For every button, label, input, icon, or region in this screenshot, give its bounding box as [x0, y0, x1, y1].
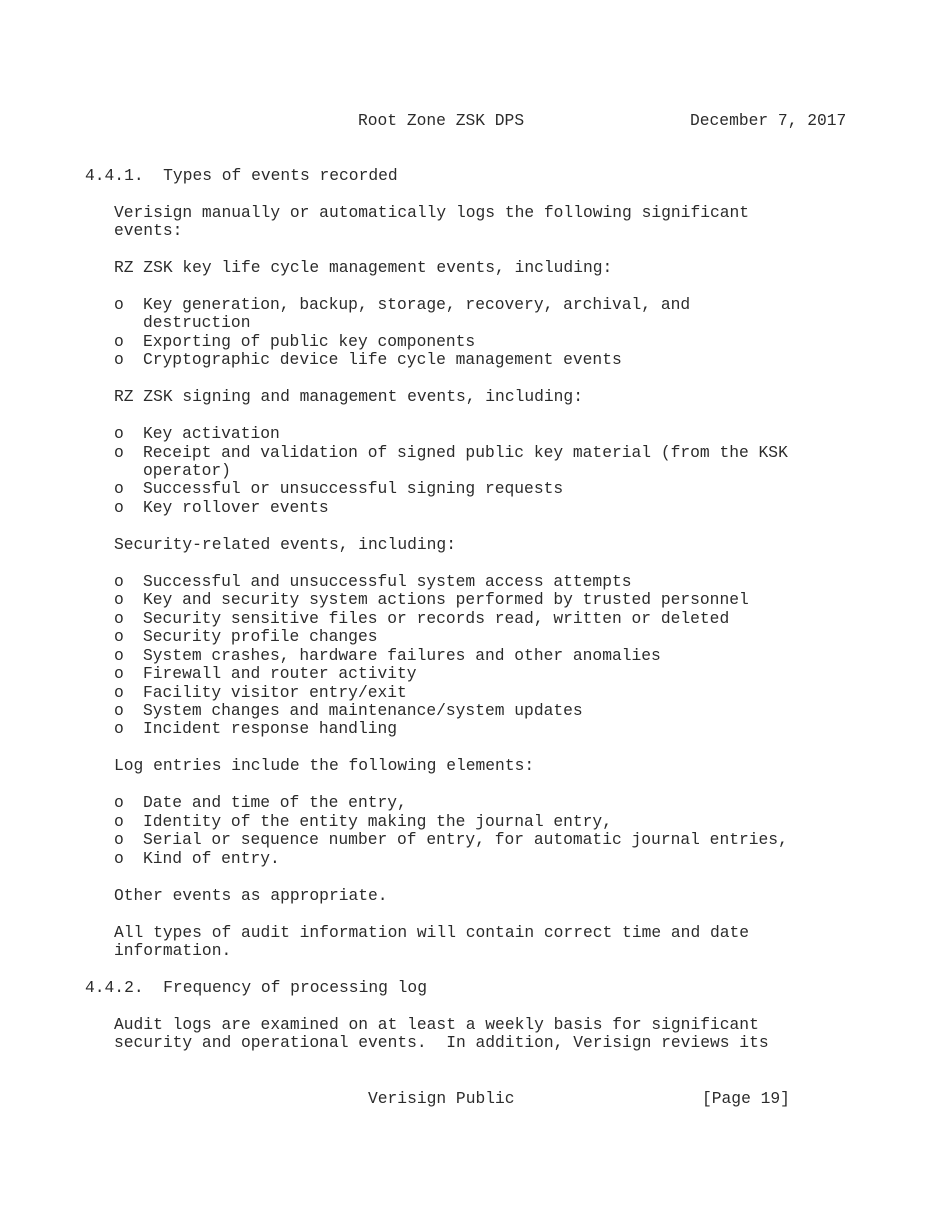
- bullet-marker: o: [114, 572, 124, 591]
- list-item: Serial or sequence number of entry, for automatic journal entries,: [143, 830, 788, 849]
- bullet-marker: o: [114, 590, 124, 609]
- bullet-marker: o: [114, 627, 124, 646]
- bullet-marker: o: [114, 479, 124, 498]
- header-title: Root Zone ZSK DPS: [358, 111, 525, 130]
- bullet-marker: o: [114, 683, 124, 702]
- para-line-1: Audit logs are examined on at least a weekly basis for significant: [114, 1015, 759, 1034]
- bullet-marker: o: [114, 812, 124, 831]
- group3-title: Security-related events, including:: [114, 535, 456, 554]
- list-item: Security profile changes: [143, 627, 378, 646]
- list-item: System changes and maintenance/system updates: [143, 701, 583, 720]
- bullet-marker: o: [114, 498, 124, 517]
- intro-line-2: events:: [114, 221, 183, 240]
- bullet-marker: o: [114, 424, 124, 443]
- list-item: Incident response handling: [143, 719, 398, 738]
- list-item: Date and time of the entry,: [143, 793, 407, 812]
- list-item: Receipt and validation of signed public key material (from the KSK: [143, 443, 788, 462]
- bullet-marker: o: [114, 849, 124, 868]
- list-item: Firewall and router activity: [143, 664, 417, 683]
- list-item: Identity of the entity making the journal entry,: [143, 812, 612, 831]
- list-item: Facility visitor entry/exit: [143, 683, 407, 702]
- bullet-marker: o: [114, 830, 124, 849]
- list-item-continuation: destruction: [143, 313, 251, 332]
- list-item: Exporting of public key components: [143, 332, 476, 351]
- para-line-2: security and operational events. In addition, Verisign reviews its: [114, 1033, 769, 1052]
- section-heading-4-4-2: 4.4.2. Frequency of processing log: [85, 978, 427, 997]
- group4-title: Log entries include the following elements:: [114, 756, 535, 775]
- list-item: Key generation, backup, storage, recovery, archival, and: [143, 295, 691, 314]
- list-item: Key activation: [143, 424, 280, 443]
- list-item: Successful or unsuccessful signing requests: [143, 479, 564, 498]
- header-date: December 7, 2017: [690, 111, 847, 130]
- bullet-marker: o: [114, 793, 124, 812]
- list-item: Kind of entry.: [143, 849, 280, 868]
- bullet-marker: o: [114, 350, 124, 369]
- section-heading-4-4-1: 4.4.1. Types of events recorded: [85, 166, 398, 185]
- bullet-marker: o: [114, 646, 124, 665]
- list-item: Cryptographic device life cycle management events: [143, 350, 622, 369]
- other-events-line: Other events as appropriate.: [114, 886, 388, 905]
- bullet-marker: o: [114, 701, 124, 720]
- bullet-marker: o: [114, 443, 124, 462]
- bullet-marker: o: [114, 609, 124, 628]
- intro-line-1: Verisign manually or automatically logs the following significant: [114, 203, 750, 222]
- bullet-marker: o: [114, 332, 124, 351]
- audit-line-2: information.: [114, 941, 232, 960]
- bullet-marker: o: [114, 664, 124, 683]
- audit-line-1: All types of audit information will contain correct time and date: [114, 923, 750, 942]
- group1-title: RZ ZSK key life cycle management events, including:: [114, 258, 613, 277]
- bullet-marker: o: [114, 295, 124, 314]
- list-item: Key rollover events: [143, 498, 329, 517]
- group2-title: RZ ZSK signing and management events, including:: [114, 387, 583, 406]
- list-item-continuation: operator): [143, 461, 231, 480]
- footer-label: Verisign Public: [368, 1089, 515, 1108]
- footer-page-number: [Page 19]: [702, 1089, 790, 1108]
- list-item: Key and security system actions performed by trusted personnel: [143, 590, 749, 609]
- list-item: Successful and unsuccessful system access attempts: [143, 572, 632, 591]
- list-item: System crashes, hardware failures and other anomalies: [143, 646, 661, 665]
- list-item: Security sensitive files or records read, written or deleted: [143, 609, 730, 628]
- bullet-marker: o: [114, 719, 124, 738]
